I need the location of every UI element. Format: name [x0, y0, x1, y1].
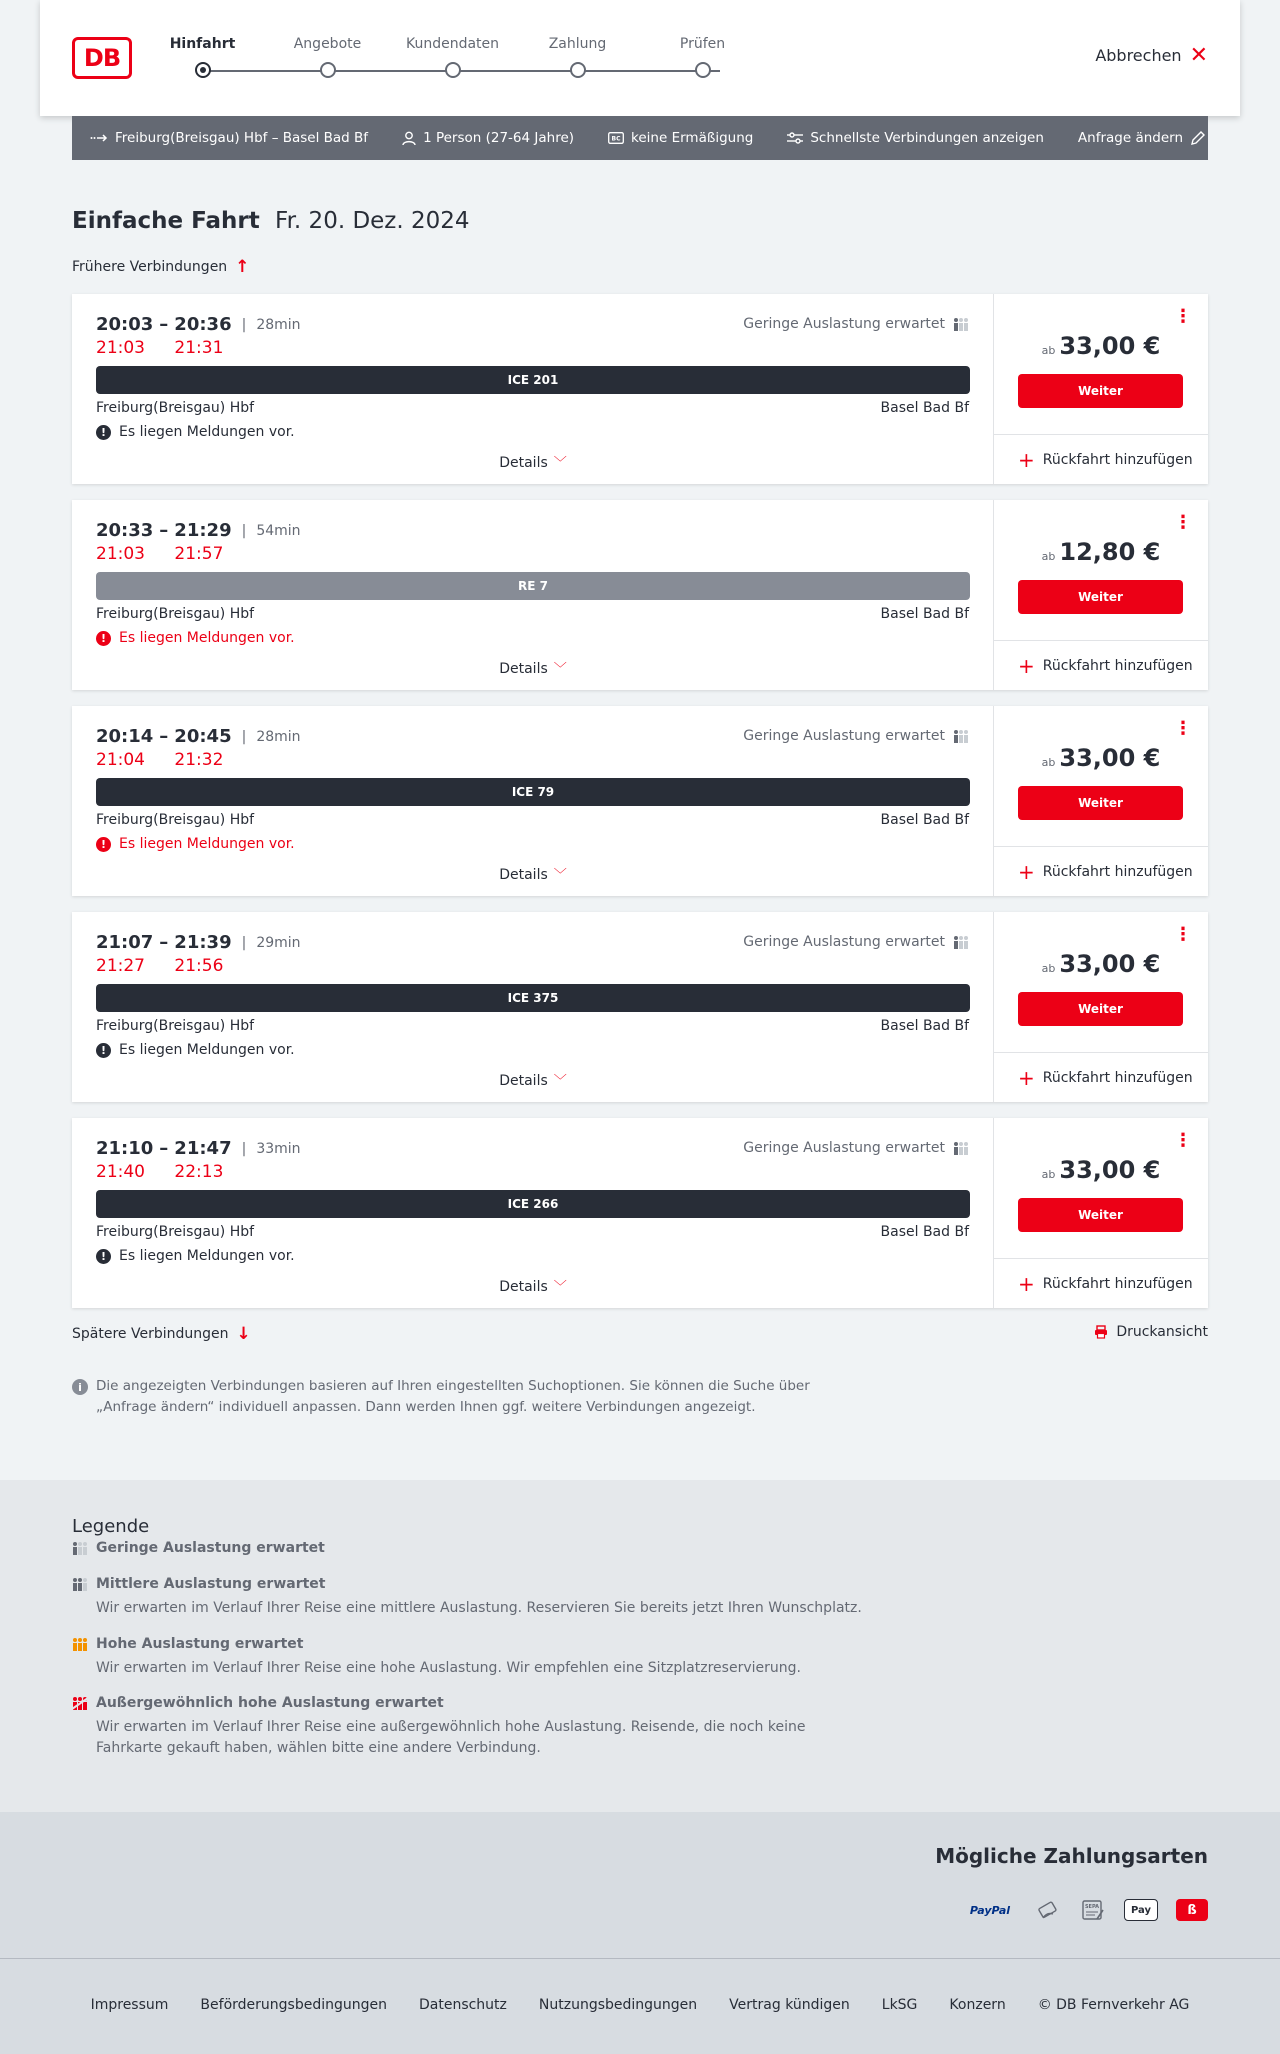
connection-card[interactable]	[72, 706, 1208, 896]
more-options-icon[interactable]: ⋮	[1174, 512, 1192, 533]
legend-item-description: Wir erwarten im Verlauf Ihrer Reise eine hohe Auslastung. Wir empfehlen eine Sitzplatzreservierung.	[96, 1660, 801, 1676]
print-label: Druckansicht	[1116, 1324, 1208, 1340]
more-options-icon[interactable]: ⋮	[1174, 924, 1192, 945]
paypal-text: PayPal	[969, 1903, 1011, 1917]
legend-title-text: Außergewöhnlich hohe Auslastung erwartet	[96, 1695, 444, 1711]
realtime-departure: 21:03	[96, 544, 145, 564]
offer-area	[994, 912, 1208, 1102]
realtime-times	[96, 544, 247, 564]
separator: |	[241, 1140, 247, 1157]
search-info-note	[72, 1376, 852, 1418]
price	[994, 950, 1208, 978]
occupancy-indicator	[743, 316, 969, 332]
step-dot	[570, 62, 586, 78]
origin-station: Freiburg(Breisgau) Hbf	[96, 400, 255, 416]
destination-station: Basel Bad Bf	[880, 400, 969, 416]
route-arrow-icon	[90, 133, 108, 143]
notice-message	[96, 424, 295, 440]
realtime-times	[96, 1162, 247, 1182]
notice-message	[96, 836, 295, 852]
occupancy-indicator	[743, 1140, 969, 1156]
scheduled-times	[96, 314, 301, 335]
realtime-arrival: 22:13	[174, 1162, 224, 1182]
destination-station: Basel Bad Bf	[880, 812, 969, 828]
price-prefix: ab	[1041, 962, 1056, 975]
departure-time: 20:03	[96, 314, 154, 335]
close-icon: ✕	[1189, 42, 1208, 68]
notice-text: Es liegen Meldungen vor.	[119, 836, 295, 852]
trip-type: Einfache Fahrt	[72, 208, 260, 234]
details-toggle[interactable]	[72, 1276, 994, 1295]
legend-item	[72, 1636, 872, 1679]
legend-title-text: Hohe Auslastung erwartet	[96, 1636, 304, 1652]
occupancy-low-icon	[953, 317, 969, 331]
realtime-departure: 21:27	[96, 956, 145, 976]
footer	[0, 1958, 1280, 2054]
realtime-arrival: 21:57	[174, 544, 224, 564]
scheduled-times	[96, 726, 301, 747]
notice-message	[96, 1248, 295, 1264]
chevron-down-icon: ﹀	[553, 662, 567, 677]
svg-text:SEPA: SEPA	[1084, 1904, 1100, 1910]
discount-summary	[608, 130, 753, 146]
chevron-down-icon: ﹀	[553, 868, 567, 883]
departure-time: 21:10	[96, 1138, 154, 1159]
legend-item-description: Wir erwarten im Verlauf Ihrer Reise eine außergewöhnlich hohe Auslastung. Reisende, die noch keine Fahrkarte gekauft haben, wählen bitte eine andere Verbindung.	[96, 1719, 806, 1756]
realtime-departure: 21:03	[96, 338, 145, 358]
occupancy-low-icon	[953, 729, 969, 743]
connection-card[interactable]	[72, 294, 1208, 484]
details-label: Details	[499, 455, 548, 471]
printer-icon	[1094, 1325, 1108, 1339]
warning-icon: !	[96, 837, 111, 852]
time-dash: –	[159, 932, 169, 953]
arrival-time: 20:45	[174, 726, 232, 747]
occupancy-text: Geringe Auslastung erwartet	[743, 934, 945, 950]
price-value: 33,00 €	[1059, 1156, 1161, 1184]
notice-text: Es liegen Meldungen vor.	[119, 1042, 295, 1058]
price	[994, 332, 1208, 360]
chevron-down-icon: ﹀	[553, 1074, 567, 1089]
step-hinfahrt	[140, 36, 265, 78]
occupancy-indicator	[743, 728, 969, 744]
offer-area	[994, 294, 1208, 484]
arrival-time: 21:39	[174, 932, 232, 953]
occupancy-low-icon	[953, 1141, 969, 1155]
connection-card[interactable]	[72, 500, 1208, 690]
arrival-time: 20:36	[174, 314, 232, 335]
footer-links	[0, 1997, 1280, 2013]
duration: 33min	[256, 1140, 301, 1157]
price-prefix: ab	[1041, 550, 1056, 563]
legend-item	[72, 1695, 872, 1759]
scheduled-times	[96, 932, 301, 953]
progress-steps	[170, 36, 770, 86]
train-name: RE 7	[518, 579, 548, 593]
realtime-departure: 21:04	[96, 750, 145, 770]
connection-card[interactable]	[72, 1118, 1208, 1308]
step-dot-active	[195, 62, 211, 78]
train-bar[interactable]	[96, 1190, 970, 1218]
arrival-time: 21:47	[174, 1138, 232, 1159]
db-payment-text: ß	[1187, 1902, 1197, 1918]
fastest-text: Schnellste Verbindungen anzeigen	[810, 130, 1044, 146]
step-kundendaten	[390, 36, 515, 78]
add-return-label: Rückfahrt hinzufügen	[1042, 1275, 1193, 1292]
step-label: Hinfahrt	[169, 36, 236, 52]
time-dash: –	[159, 726, 169, 747]
search-summary-bar	[72, 116, 1208, 160]
legend-item-title	[72, 1636, 872, 1652]
more-options-icon[interactable]: ⋮	[1174, 718, 1192, 739]
continue-button[interactable]: Weiter	[1018, 992, 1183, 1026]
occupancy-text: Geringe Auslastung erwartet	[743, 1140, 945, 1156]
connection-details-area	[72, 706, 994, 896]
price	[994, 1156, 1208, 1184]
footer-link-datenschutz[interactable]: Datenschutz	[418, 1997, 507, 2013]
notice-message	[96, 630, 295, 646]
pencil-icon	[1190, 130, 1206, 146]
origin-station: Freiburg(Breisgau) Hbf	[96, 1224, 255, 1240]
footer-link-impressum[interactable]: Impressum	[90, 1997, 169, 2013]
route-text: Freiburg(Breisgau) Hbf – Basel Bad Bf	[115, 130, 369, 146]
trip-date: Fr. 20. Dez. 2024	[275, 208, 470, 234]
earlier-connections-link[interactable]	[72, 257, 249, 277]
occupancy-text: Geringe Auslastung erwartet	[743, 316, 945, 332]
legend-item-title	[72, 1540, 872, 1556]
origin-station: Freiburg(Breisgau) Hbf	[96, 812, 255, 828]
later-connections-link[interactable]	[72, 1324, 251, 1344]
add-return-trip-button[interactable]	[994, 1052, 1208, 1102]
exclamation-icon: !	[96, 425, 111, 440]
connection-details-area	[72, 500, 994, 690]
occupancy-low-icon	[72, 1541, 88, 1555]
details-toggle[interactable]	[72, 658, 994, 677]
destination-station: Basel Bad Bf	[880, 1018, 969, 1034]
db-payment-icon	[1176, 1899, 1208, 1921]
plus-icon: +	[1018, 859, 1035, 884]
departure-time: 20:33	[96, 520, 154, 541]
add-return-label: Rückfahrt hinzufügen	[1042, 657, 1193, 674]
notice-text: Es liegen Meldungen vor.	[119, 1248, 295, 1264]
later-label: Spätere Verbindungen	[72, 1326, 229, 1342]
details-label: Details	[499, 1073, 548, 1089]
legend-item-title	[72, 1695, 872, 1711]
step-dot	[445, 62, 461, 78]
passenger-summary	[402, 130, 574, 146]
notice-text: Es liegen Meldungen vor.	[119, 424, 295, 440]
print-view-link[interactable]	[1094, 1324, 1208, 1340]
departure-time: 21:07	[96, 932, 154, 953]
offer-area	[994, 1118, 1208, 1308]
step-angebote	[265, 36, 390, 78]
chevron-down-icon: ﹀	[553, 456, 567, 471]
notice-text: Es liegen Meldungen vor.	[119, 630, 295, 646]
occupancy-indicator	[743, 934, 969, 950]
train-bar[interactable]	[96, 366, 970, 394]
offer-area	[994, 706, 1208, 896]
payment-methods-section	[0, 1812, 1280, 1958]
footer-copyright: © DB Fernverkehr AG	[1037, 1997, 1190, 2013]
person-icon	[402, 131, 416, 146]
realtime-departure: 21:40	[96, 1162, 145, 1182]
passenger-text: 1 Person (27-64 Jahre)	[423, 130, 575, 146]
train-bar[interactable]	[96, 778, 970, 806]
price-prefix: ab	[1041, 756, 1056, 769]
time-dash: –	[159, 314, 169, 335]
departure-time: 20:14	[96, 726, 154, 747]
price	[994, 538, 1208, 566]
price-value: 33,00 €	[1059, 950, 1161, 978]
sepa-icon	[1080, 1898, 1106, 1922]
add-return-trip-button[interactable]	[994, 1258, 1208, 1308]
step-pruefen	[640, 36, 765, 78]
filter-sliders-icon	[787, 132, 803, 144]
details-toggle[interactable]	[72, 864, 994, 883]
bahncard-icon	[608, 132, 624, 144]
arrow-down-icon: ↓	[236, 1324, 251, 1344]
add-return-label: Rückfahrt hinzufügen	[1042, 1069, 1193, 1086]
step-label: Angebote	[293, 36, 362, 52]
footer-link-lksg[interactable]: LkSG	[881, 1997, 918, 2013]
step-label: Prüfen	[679, 36, 726, 52]
separator: |	[241, 934, 247, 951]
more-options-icon[interactable]: ⋮	[1174, 306, 1192, 327]
edit-request-button[interactable]	[1078, 130, 1206, 146]
time-dash: –	[159, 520, 169, 541]
notice-message	[96, 1042, 295, 1058]
scheduled-times	[96, 1138, 301, 1159]
duration: 28min	[256, 316, 301, 333]
legend-item-title	[72, 1576, 872, 1592]
separator: |	[241, 522, 247, 539]
occupancy-extreme-icon	[72, 1696, 88, 1710]
price-value: 33,00 €	[1059, 744, 1161, 772]
realtime-arrival: 21:56	[174, 956, 224, 976]
continue-button[interactable]: Weiter	[1018, 374, 1183, 408]
route-summary	[90, 130, 368, 146]
legend-item-description: Wir erwarten im Verlauf Ihrer Reise eine mittlere Auslastung. Reservieren Sie bereits jetzt Ihren Wunschplatz.	[96, 1600, 862, 1616]
train-name: ICE 266	[507, 1197, 559, 1211]
duration: 28min	[256, 728, 301, 745]
continue-button[interactable]: Weiter	[1018, 786, 1183, 820]
destination-station: Basel Bad Bf	[880, 1224, 969, 1240]
separator: |	[241, 316, 247, 333]
discount-text: keine Ermäßigung	[631, 130, 754, 146]
plus-icon: +	[1018, 447, 1035, 472]
step-label: Zahlung	[548, 36, 607, 52]
continue-button[interactable]: Weiter	[1018, 580, 1183, 614]
arrow-up-icon: ↑	[235, 257, 250, 277]
price-prefix: ab	[1041, 1168, 1056, 1181]
add-return-trip-button[interactable]	[994, 640, 1208, 690]
legend-item	[72, 1540, 872, 1556]
step-label: Kundendaten	[405, 36, 500, 52]
price	[994, 744, 1208, 772]
chevron-down-icon: ﹀	[553, 1280, 567, 1295]
details-label: Details	[499, 1279, 548, 1295]
connection-details-area	[72, 1118, 994, 1308]
realtime-times	[96, 956, 247, 976]
train-name: ICE 375	[507, 991, 559, 1005]
details-toggle[interactable]	[72, 452, 994, 471]
exclamation-icon: !	[96, 1043, 111, 1058]
details-toggle[interactable]	[72, 1070, 994, 1089]
time-dash: –	[159, 1138, 169, 1159]
connection-details-area	[72, 912, 994, 1102]
details-label: Details	[499, 661, 548, 677]
step-dot	[695, 62, 711, 78]
cancel-label: Abbrechen	[1095, 46, 1182, 65]
earlier-label: Frühere Verbindungen	[72, 259, 228, 275]
train-bar[interactable]	[96, 572, 970, 600]
occupancy-high-icon	[72, 1637, 88, 1651]
legend-title-text: Mittlere Auslastung erwartet	[96, 1576, 326, 1592]
realtime-arrival: 21:32	[174, 750, 224, 770]
legend-item	[72, 1576, 872, 1619]
legend-title: Legende	[72, 1516, 150, 1537]
destination-station: Basel Bad Bf	[880, 606, 969, 622]
occupancy-low-icon	[953, 935, 969, 949]
more-options-icon[interactable]: ⋮	[1174, 1130, 1192, 1151]
train-name: ICE 201	[507, 373, 559, 387]
paypal-icon	[962, 1898, 1018, 1922]
apple-pay-text: Pay	[1130, 1904, 1152, 1916]
page-title	[72, 208, 470, 234]
duration: 29min	[256, 934, 301, 951]
train-bar[interactable]	[96, 984, 970, 1012]
realtime-arrival: 21:31	[174, 338, 224, 358]
price-prefix: ab	[1041, 344, 1056, 357]
add-return-label: Rückfahrt hinzufügen	[1042, 863, 1193, 880]
details-label: Details	[499, 867, 548, 883]
scheduled-times	[96, 520, 301, 541]
edit-request-label: Anfrage ändern	[1077, 130, 1184, 146]
occupancy-medium-icon	[72, 1577, 88, 1591]
warning-icon: !	[96, 631, 111, 646]
offer-area	[994, 500, 1208, 690]
add-return-trip-button[interactable]	[994, 434, 1208, 484]
cancel-button[interactable]	[1095, 42, 1208, 68]
exclamation-icon: !	[96, 1249, 111, 1264]
footer-link-konzern[interactable]: Konzern	[949, 1997, 1006, 2013]
connection-card[interactable]	[72, 912, 1208, 1102]
duration: 54min	[256, 522, 301, 539]
plus-icon: +	[1018, 653, 1035, 678]
realtime-times	[96, 338, 247, 358]
info-text: Die angezeigten Verbindungen basieren auf Ihren eingestellten Suchoptionen. Sie können die Suche über „Anfrage ändern“ individuell anpassen. Dann werden Ihnen ggf. weitere Verbindungen angezeigt.	[96, 1378, 810, 1415]
separator: |	[241, 728, 247, 745]
svg-text:BC: BC	[611, 135, 621, 143]
price-value: 33,00 €	[1059, 332, 1161, 360]
arrival-time: 21:29	[174, 520, 232, 541]
fastest-connections-toggle[interactable]	[787, 130, 1044, 146]
legend-section	[0, 1480, 1280, 1812]
origin-station: Freiburg(Breisgau) Hbf	[96, 606, 255, 622]
footer-link-vertrag-kuendigen[interactable]: Vertrag kündigen	[729, 1997, 850, 2013]
connection-details-area	[72, 294, 994, 484]
add-return-trip-button[interactable]	[994, 846, 1208, 896]
step-zahlung	[515, 36, 640, 78]
continue-button[interactable]: Weiter	[1018, 1198, 1183, 1232]
occupancy-text: Geringe Auslastung erwartet	[743, 728, 945, 744]
realtime-times	[96, 750, 247, 770]
train-name: ICE 79	[511, 785, 555, 799]
payment-methods-title: Mögliche Zahlungsarten	[935, 1844, 1208, 1868]
plus-icon: +	[1018, 1065, 1035, 1090]
legend-title-text: Geringe Auslastung erwartet	[96, 1540, 325, 1556]
payment-icons	[962, 1898, 1208, 1922]
step-dot	[320, 62, 336, 78]
header	[40, 0, 1240, 116]
credit-card-icon	[1036, 1898, 1062, 1922]
origin-station: Freiburg(Breisgau) Hbf	[96, 1018, 255, 1034]
price-value: 12,80 €	[1059, 538, 1161, 566]
add-return-label: Rückfahrt hinzufügen	[1042, 451, 1193, 468]
db-logo[interactable]: DB	[72, 37, 132, 79]
plus-icon: +	[1018, 1271, 1035, 1296]
apple-pay-icon	[1124, 1899, 1158, 1921]
info-icon: i	[72, 1379, 88, 1395]
footer-link-nutzungsbedingungen[interactable]: Nutzungsbedingungen	[538, 1997, 698, 2013]
footer-link-befoerderungsbedingungen[interactable]: Beförderungsbedingungen	[200, 1997, 387, 2013]
